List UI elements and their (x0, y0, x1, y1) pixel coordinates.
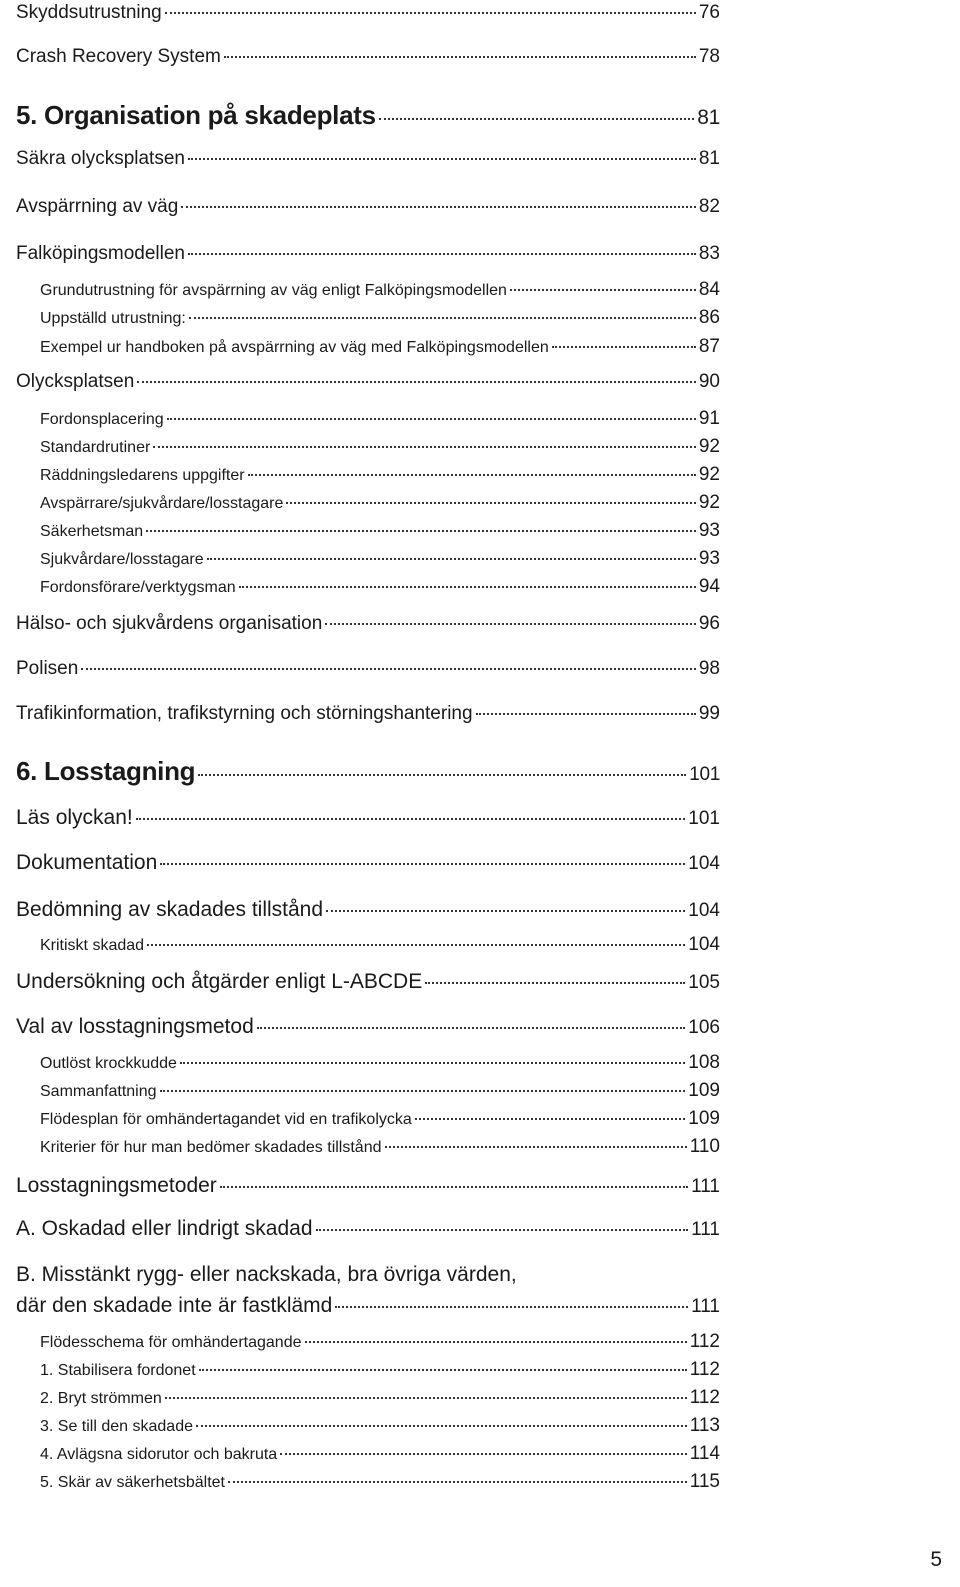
toc-entry[interactable] (40, 464, 720, 486)
toc-entry-title: Säkerhetsman (40, 523, 144, 540)
toc-entry-title: Fordonsförare/verktygsman (40, 579, 236, 596)
toc-entry[interactable] (16, 851, 720, 875)
page-number: 5 (930, 1548, 942, 1571)
toc-leader (189, 317, 696, 319)
toc-entry-page: 112 (689, 1359, 720, 1380)
toc-entry[interactable] (16, 806, 720, 830)
toc-entry-title: Polisen (16, 658, 79, 679)
toc-entry-page: 91 (698, 408, 720, 429)
toc-entry[interactable] (16, 898, 720, 922)
toc-entry-title: Kriterier för hur man bedömer skadades tillstånd (40, 1139, 382, 1156)
toc-entry-chapter[interactable] (16, 756, 720, 787)
toc-entry-page: 109 (688, 1108, 720, 1129)
toc-leader (146, 530, 696, 532)
toc-entry-title: 6. Losstagning (16, 756, 196, 786)
toc-entry-title: Kritiskt skadad (40, 937, 145, 954)
toc-entry-page: 94 (698, 576, 720, 597)
toc-entry-chapter[interactable] (16, 100, 720, 131)
toc-entry[interactable] (40, 307, 720, 329)
toc-entry-page: 111 (691, 1296, 720, 1317)
toc-leader (248, 474, 696, 476)
toc-entry[interactable] (40, 492, 720, 514)
toc-entry[interactable] (40, 1331, 720, 1353)
toc-entry-title: Läs olyckan! (16, 806, 133, 829)
toc-entry-title: 5. Skär av säkerhetsbältet (40, 1474, 225, 1491)
toc-entry[interactable] (16, 1294, 720, 1318)
toc-entry[interactable] (16, 371, 720, 393)
toc-entry-page: 106 (688, 1017, 720, 1038)
toc-leader (510, 289, 696, 291)
toc-entry-title: Falköpingsmodellen (16, 243, 185, 264)
toc-leader (181, 206, 696, 208)
toc-leader (239, 586, 696, 588)
toc-entry-page: 98 (698, 658, 720, 679)
toc-leader (160, 1090, 686, 1092)
toc-entry-page: 82 (698, 196, 720, 217)
toc-leader (188, 253, 696, 255)
toc-leader (305, 1341, 687, 1343)
toc-entry[interactable] (16, 613, 720, 635)
toc-leader (160, 863, 685, 865)
toc-entry[interactable] (40, 1080, 720, 1102)
toc-entry-page: 104 (688, 900, 720, 921)
toc-entry-title: 3. Se till den skadade (40, 1418, 193, 1435)
toc-entry-title: Grundutrustning för avspärrning av väg enligt Falköpingsmodellen (40, 282, 507, 299)
toc-leader (198, 774, 686, 776)
toc-entry[interactable] (40, 1359, 720, 1381)
toc-entry-title: 5. Organisation på skadeplats (16, 100, 376, 130)
toc-entry-page: 92 (698, 492, 720, 513)
toc-entry-page: 93 (698, 548, 720, 569)
toc-entry-title: Uppställd utrustning: (40, 310, 186, 327)
toc-entry[interactable] (40, 520, 720, 542)
toc-leader (180, 1062, 685, 1064)
toc-entry[interactable] (40, 1471, 720, 1493)
toc-entry-page: 109 (688, 1080, 720, 1101)
toc-entry-page: 104 (688, 853, 720, 874)
toc-entry[interactable] (40, 1387, 720, 1409)
toc-entry-page: 110 (689, 1136, 720, 1157)
toc-entry[interactable] (16, 703, 720, 725)
toc-entry[interactable] (40, 279, 720, 301)
toc-entry-page: 84 (698, 279, 720, 300)
toc-entry[interactable] (40, 336, 720, 358)
toc-entry[interactable] (16, 2, 720, 24)
toc-entry[interactable] (16, 970, 720, 994)
toc-entry[interactable] (40, 1136, 720, 1158)
toc-entry-page: 86 (698, 307, 720, 328)
toc-entry-title: Flödesschema för omhändertagande (40, 1334, 302, 1351)
toc-entry-title: Bedömning av skadades tillstånd (16, 898, 324, 921)
toc-leader (199, 1369, 687, 1371)
toc-entry-title: 4. Avlägsna sidorutor och bakruta (40, 1446, 278, 1463)
toc-entry-page: 104 (688, 934, 720, 955)
toc-entry-title: Crash Recovery System (16, 46, 221, 67)
toc-entry[interactable] (40, 408, 720, 430)
toc-entry-page: 101 (688, 808, 720, 829)
toc-entry-page: 90 (698, 371, 720, 392)
toc-leader (196, 1425, 687, 1427)
toc-entry-title-continued: B. Misstänkt rygg- eller nackskada, bra övriga värden, (16, 1263, 517, 1286)
toc-leader (335, 1306, 688, 1308)
toc-leader (286, 502, 695, 504)
toc-entry-page: 78 (698, 46, 720, 67)
toc-entry-page: 111 (691, 1219, 720, 1240)
toc-entry[interactable] (16, 1174, 720, 1198)
toc-entry-page: 111 (691, 1176, 720, 1197)
toc-leader (147, 944, 685, 946)
toc-entry-title: Val av losstagningsmetod (16, 1015, 254, 1038)
toc-entry-title: Hälso- och sjukvårdens organisation (16, 613, 323, 634)
toc-entry-title: Säkra olycksplatsen (16, 148, 185, 169)
toc-leader (153, 446, 696, 448)
toc-entry-page: 115 (689, 1471, 720, 1492)
toc-entry-title: Skyddsutrustning (16, 2, 162, 23)
toc-leader (220, 1186, 688, 1188)
toc-entry-title: Dokumentation (16, 851, 158, 874)
toc-entry-page: 101 (689, 764, 720, 785)
toc-entry-page: 81 (698, 148, 720, 169)
toc-entry-page: 96 (698, 613, 720, 634)
toc-entry-title: Outlöst krockkudde (40, 1055, 177, 1072)
toc-entry[interactable] (16, 46, 720, 68)
toc-leader (415, 1118, 686, 1120)
toc-entry-title: A. Oskadad eller lindrigt skadad (16, 1217, 313, 1240)
toc-entry-title: där den skadade inte är fastklämd (16, 1294, 333, 1317)
toc-entry[interactable] (16, 1217, 720, 1241)
toc-entry[interactable] (40, 1052, 720, 1074)
toc-leader (552, 346, 696, 348)
toc-entry-page: 76 (698, 2, 720, 23)
toc-entry-page: 81 (697, 106, 720, 129)
toc-leader (316, 1229, 689, 1231)
toc-entry-page: 93 (698, 520, 720, 541)
toc-entry[interactable] (16, 1015, 720, 1039)
toc-entry[interactable] (40, 548, 720, 570)
toc-leader (257, 1027, 686, 1029)
toc-entry-title: Avspärrare/sjukvårdare/losstagare (40, 495, 284, 512)
toc-entry-title: 2. Bryt strömmen (40, 1390, 162, 1407)
toc-leader (207, 558, 696, 560)
toc-entry-page: 112 (689, 1387, 720, 1408)
toc-entry-title: Fordonsplacering (40, 411, 164, 428)
toc-entry-page: 99 (698, 703, 720, 724)
toc-entry[interactable] (16, 658, 720, 680)
toc-entry-title: Losstagningsmetoder (16, 1174, 217, 1197)
toc-entry-page: 105 (688, 972, 720, 993)
toc-entry[interactable] (40, 576, 720, 598)
toc-leader (326, 910, 685, 912)
toc-leader (165, 12, 696, 14)
toc-entry-title: Flödesplan för omhändertagandet vid en trafikolycka (40, 1111, 412, 1128)
toc-entry-page: 112 (689, 1331, 720, 1352)
toc-leader (137, 381, 696, 383)
toc-leader (165, 1397, 687, 1399)
toc-leader (188, 158, 696, 160)
toc-leader (280, 1453, 687, 1455)
toc-leader (224, 56, 696, 58)
toc-entry-title: Sammanfattning (40, 1083, 157, 1100)
toc-entry-title: Räddningsledarens uppgifter (40, 467, 245, 484)
toc-leader (325, 623, 696, 625)
toc-entry-page: 113 (689, 1415, 720, 1436)
toc-entry[interactable] (16, 243, 720, 265)
toc-entry[interactable] (40, 1415, 720, 1437)
toc-entry-title: Trafikinformation, trafikstyrning och störningshantering (16, 703, 473, 724)
toc-entry-page: 92 (698, 436, 720, 457)
toc-entry[interactable] (40, 1108, 720, 1130)
toc-entry-title: Exempel ur handboken på avspärrning av väg med Falköpingsmodellen (40, 339, 549, 356)
toc-entry-title: Sjukvårdare/losstagare (40, 551, 204, 568)
toc-leader (136, 818, 686, 820)
toc-entry-page: 92 (698, 464, 720, 485)
toc-leader (379, 118, 694, 120)
toc-entry[interactable] (40, 934, 720, 956)
toc-entry[interactable] (40, 1443, 720, 1465)
toc-leader (385, 1146, 687, 1148)
toc-leader (167, 418, 696, 420)
toc-entry-title: Undersökning och åtgärder enligt L-ABCDE (16, 970, 423, 993)
toc-entry-page: 114 (689, 1443, 720, 1464)
toc-entry-page: 87 (698, 336, 720, 357)
toc-entry-title: Standardrutiner (40, 439, 151, 456)
toc-entry-page: 108 (688, 1052, 720, 1073)
toc-entry-title: Avspärrning av väg (16, 196, 179, 217)
toc-leader (228, 1481, 687, 1483)
toc-entry[interactable] (16, 196, 720, 218)
toc-leader (81, 668, 696, 670)
toc-entry-page: 83 (698, 243, 720, 264)
toc-entry-title: Olycksplatsen (16, 371, 135, 392)
toc-entry[interactable] (40, 436, 720, 458)
toc-leader (476, 713, 696, 715)
toc-entry[interactable] (16, 148, 720, 170)
toc-leader (425, 982, 685, 984)
toc-entry-title: 1. Stabilisera fordonet (40, 1362, 196, 1379)
